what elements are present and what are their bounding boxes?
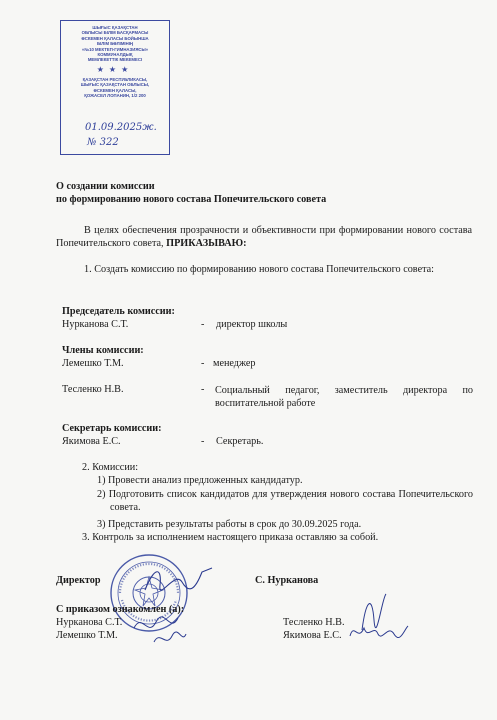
- secretary-heading: Секретарь комиссии:: [62, 423, 162, 434]
- director-label: Директор: [56, 575, 101, 586]
- acquainted-left-name: Лемешко Т.М.: [56, 630, 118, 641]
- signature-icon: [150, 628, 190, 650]
- member-dash: -: [201, 384, 205, 395]
- title-line-2: по формированию нового состава Попечительского совета: [56, 194, 327, 205]
- member-name: Лемешко Т.М.: [62, 358, 124, 369]
- title-line-1: О создании комиссии: [56, 181, 155, 192]
- chair-heading: Председатель комиссии:: [62, 306, 175, 317]
- stamp-line: «№10 МЕКТЕП-ГИМНАЗИЯСЫ»: [81, 46, 149, 52]
- registration-stamp: [60, 20, 170, 155]
- member-name: Тесленко Н.В.: [62, 384, 124, 395]
- stamp-date: 01.09.2025ж.: [85, 122, 157, 133]
- secretary-dash: -: [201, 436, 205, 447]
- acquainted-right-name: Якимова Е.С.: [283, 630, 342, 641]
- intro-order-word: ПРИКАЗЫВАЮ:: [166, 238, 247, 249]
- chair-role: директор школы: [216, 319, 288, 330]
- item-2-sub: 2) Подготовить список кандидатов для утверждения нового состава Попечительского совета.: [97, 489, 473, 513]
- stamp-line: ОБЛЫСЫ БІЛІМ БАСҚАРМАСЫ: [81, 30, 149, 36]
- stamp-line: ӨСКЕМЕН ҚАЛАСЫ БОЙЫНША: [81, 35, 149, 41]
- members-heading: Члены комиссии:: [62, 345, 144, 356]
- intro-text: В целях обеспечения прозрачности и объективности при формировании нового состава Попечительского совета,: [56, 225, 472, 249]
- intro-paragraph: [56, 224, 472, 250]
- stamp-line: КОММУНАЛДЫҚ: [97, 52, 133, 58]
- item-2-heading: 2. Комиссии:: [82, 462, 139, 473]
- member-dash: -: [201, 358, 205, 369]
- stamp-stars: ★★★: [96, 64, 134, 74]
- item-2-sub: 3) Представить результаты работы в срок до 30.09.2025 года.: [97, 519, 362, 530]
- stamp-address-line: ӨСКЕМЕН ҚАЛАСЫ,: [93, 87, 137, 93]
- chair-name: Нурканова С.Т.: [62, 319, 129, 330]
- item-3: 3. Контроль за исполнением настоящего приказа оставляю за собой.: [82, 532, 379, 543]
- stamp-line: МЕМЛЕКЕТТІК МЕКЕМЕСІ: [87, 57, 143, 63]
- item-1: 1. Создать комиссию по формированию нового состава Попечительского совета:: [84, 264, 435, 275]
- stamp-address-line: ҚАЗАҚСТАН РЕСПУБЛИКАСЫ,: [82, 76, 148, 82]
- member-role: Социальный педагог, заместитель директора по воспитательной работе: [215, 385, 473, 409]
- director-signature-icon: [140, 560, 220, 600]
- stamp-address-line: ШЫҒЫС ҚАЗАҚСТАН ОБЛЫСЫ,: [80, 82, 150, 88]
- stamp-number: № 322: [87, 137, 119, 148]
- acquainted-left-name: Нурканова С.Т.: [56, 617, 123, 628]
- acquainted-right-name: Тесленко Н.В.: [283, 617, 345, 628]
- stamp-line: ШЫҒЫС ҚАЗАҚСТАН: [92, 25, 138, 30]
- item-2-sub: 1) Провести анализ предложенных кандидатур.: [97, 475, 303, 486]
- stamp-address-line: ҚОЖАСЕЛ ЛОПАНИН, 1/2 200: [84, 93, 146, 99]
- member-role: менеджер: [213, 358, 256, 369]
- stamp-line: БІЛІМ БӨЛІМІНІҢ: [96, 41, 134, 47]
- acquainted-heading: С приказом ознакомлен (а):: [56, 604, 185, 615]
- director-name: С. Нурканова: [255, 575, 319, 586]
- secretary-role: Секретарь.: [216, 436, 264, 447]
- chair-dash: -: [201, 319, 205, 330]
- secretary-name: Якимова Е.С.: [62, 436, 121, 447]
- signature-icon: [346, 618, 412, 644]
